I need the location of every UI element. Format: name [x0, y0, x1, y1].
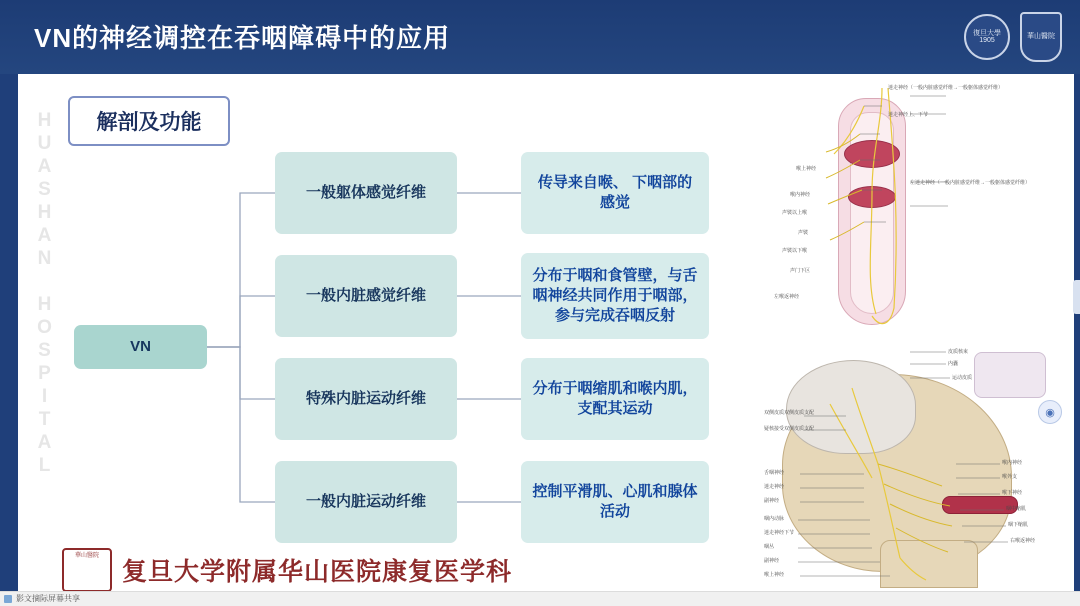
flow-desc-fiber-2[interactable]: 分布于咽和食管壁，与舌咽神经共同作用于咽部，参与完成吞咽反射 — [521, 253, 709, 339]
fig-bottom-label-7: 副神经 — [764, 498, 780, 504]
fig-bottom-label-9: 迷走神经下节 — [764, 530, 795, 536]
fig-top-label-1: 迷走神经上、下节 — [888, 112, 929, 118]
fig-bottom-label-8: 咽内动脉 — [764, 516, 785, 522]
flow-desc-fiber-3[interactable]: 分布于咽缩肌和喉内肌，支配其运动 — [521, 358, 709, 440]
fig-bottom-label-18: 右喉返神经 — [1010, 538, 1036, 544]
header-logos — [964, 12, 1062, 62]
scrollbar-handle[interactable] — [1073, 280, 1080, 314]
watermark-text: HUASHAN HOSPITAL — [34, 110, 55, 478]
fig-bottom-label-0: 皮质核束 — [948, 349, 969, 355]
hospital-seal-stamp: 華山醫院 — [62, 548, 112, 592]
flow-node-fiber-3[interactable]: 特殊内脏运动纤维 — [275, 358, 457, 440]
fig-bottom-label-6: 迷走神经 — [764, 484, 785, 490]
right-accent-bar — [1074, 74, 1080, 606]
screen-share-icon — [4, 595, 12, 603]
floating-round-button[interactable]: ◉ — [1038, 400, 1062, 424]
fig-bottom-label-10: 咽丛 — [764, 544, 775, 550]
taskbar — [0, 591, 1080, 606]
fig-top-label-2: 喉上神经 — [796, 166, 817, 172]
fig-bottom-label-17: 咽下缩肌 — [1008, 522, 1029, 528]
fig-bottom-label-11: 副神经 — [764, 558, 780, 564]
flow-desc-fiber-1[interactable]: 传导来自喉、 下咽部的感觉 — [521, 152, 709, 234]
page-title: VN的神经调控在吞咽障碍中的应用 — [34, 23, 451, 53]
fig-top-label-6: 声襞以下喉 — [782, 248, 808, 254]
fig-bottom-label-4: 疑核接受双侧皮质支配 — [764, 426, 815, 432]
flow-node-fiber-4[interactable]: 一般内脏运动纤维 — [275, 461, 457, 543]
nerve-paths-bottom — [760, 344, 1060, 590]
fig-bottom-label-13: 喉内神经 — [1002, 460, 1023, 466]
larynx-pharynx-nerve-diagram — [760, 82, 1060, 340]
flow-desc-fiber-4[interactable]: 控制平滑肌、心肌和腺体活动 — [521, 461, 709, 543]
fig-top-label-7: 声门下区 — [790, 268, 811, 274]
fig-top-label-8: 左迷走神经（一般内脏感觉纤维→一般躯体感觉纤维） — [910, 180, 1031, 186]
flow-node-root[interactable]: VN — [74, 325, 207, 369]
university-seal-logo: 復旦大學 1905 — [964, 14, 1010, 60]
fig-top-label-9: 左喉返神经 — [774, 294, 800, 300]
fig-bottom-label-5: 舌咽神经 — [764, 470, 785, 476]
fig-bottom-label-15: 喉下神经 — [1002, 490, 1023, 496]
hospital-shield-logo: 華山醫院 — [1020, 12, 1062, 62]
fig-bottom-label-3: 双侧皮质双侧皮质支配 — [764, 410, 815, 416]
fig-bottom-label-1: 内囊 — [948, 361, 959, 367]
taskbar-label: 影文摘际屏幕共享 — [16, 594, 80, 603]
fig-bottom-label-2: 运动皮质 — [952, 375, 973, 381]
fig-top-label-3: 喉内神经 — [790, 192, 811, 198]
head-brain-nerve-diagram — [760, 344, 1060, 590]
fig-top-label-5: 声襞 — [798, 230, 809, 236]
footer-organization: 复旦大学附属华山医院康复医学科 — [122, 558, 513, 586]
flow-node-fiber-2[interactable]: 一般内脏感觉纤维 — [275, 255, 457, 337]
fig-top-label-4: 声襞以上喉 — [782, 210, 808, 216]
section-badge: 解剖及功能 — [68, 96, 230, 146]
fig-bottom-label-16: 咽中缩肌 — [1006, 506, 1027, 512]
fig-bottom-label-12: 喉上神经 — [764, 572, 785, 578]
fig-top-label-0: 迷走神经（一般内脏感觉纤维→一般躯体感觉纤维） — [888, 85, 1004, 91]
fig-bottom-label-14: 喉外支 — [1002, 474, 1018, 480]
flow-node-fiber-1[interactable]: 一般躯体感觉纤维 — [275, 152, 457, 234]
